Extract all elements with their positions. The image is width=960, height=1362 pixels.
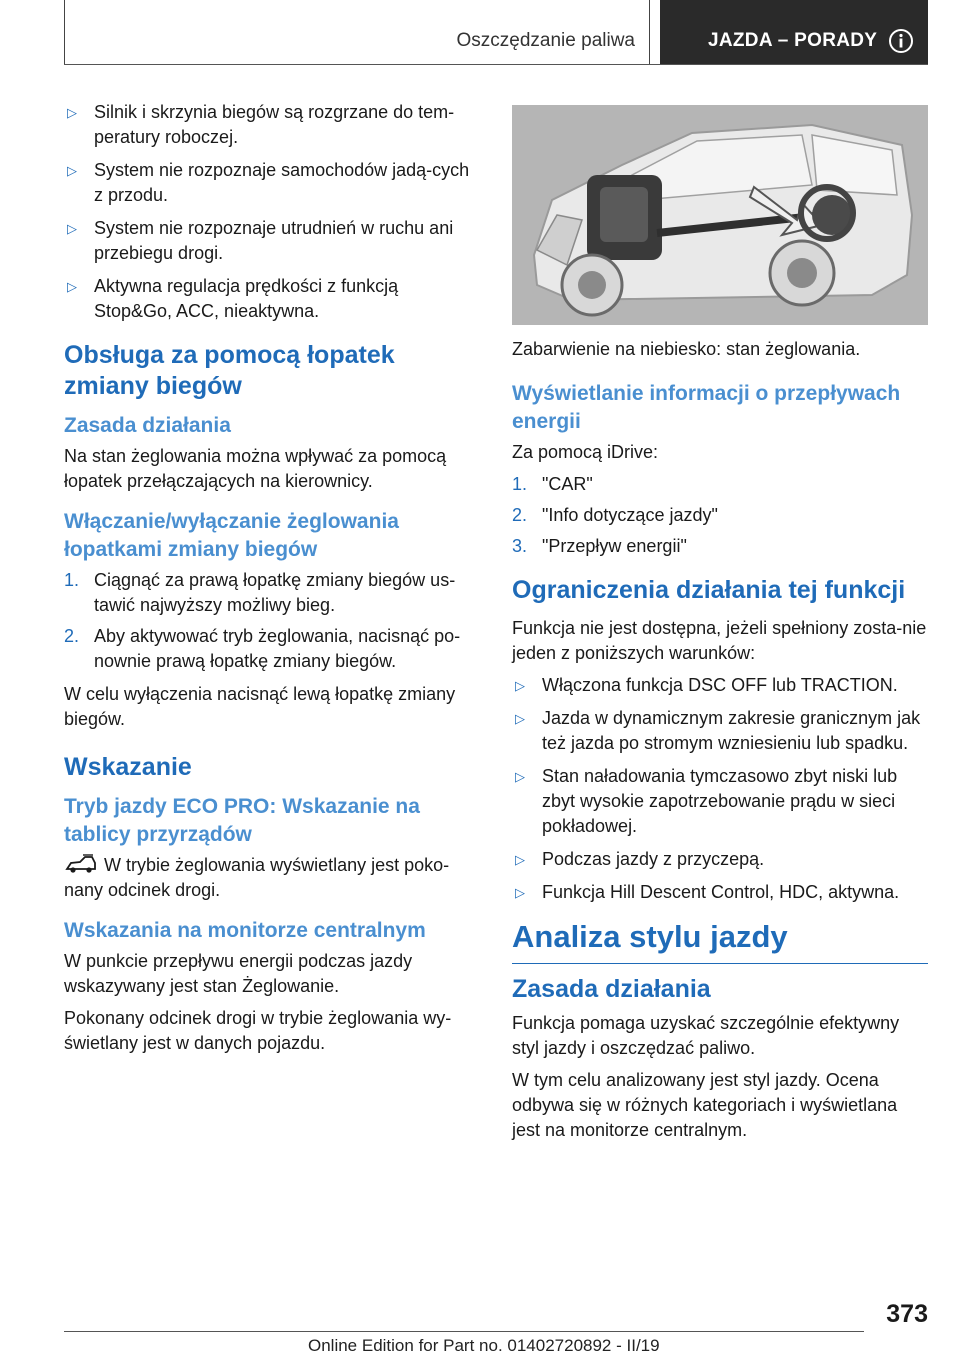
header-section-title: Oszczędzanie paliwa — [456, 30, 635, 51]
list-item: 2. "Info dotyczące jazdy" — [512, 505, 718, 525]
heading-paddle-operation: Obsługa za pomocą łopatek zmiany biegów — [64, 341, 395, 400]
list-item: ▷ Podczas jazdy z przyczepą. — [512, 847, 928, 872]
header-chapter-tab — [660, 0, 928, 64]
paddle-steps — [64, 568, 478, 674]
coasting-car-icon — [64, 854, 98, 874]
right-column — [512, 105, 928, 1150]
paragraph-cid-2: Pokonany odcinek drogi w trybie żeglowania wy-świetlany jest w danych pojazdu. — [64, 1008, 452, 1053]
chapter-title-driving-style: Analiza stylu jazdy — [512, 917, 928, 964]
paragraph-cid-1: W punkcie przepływu energii podczas jazdy wskazywany jest stan Żeglowanie. — [64, 951, 413, 996]
page-number: 373 — [886, 1300, 928, 1328]
paragraph-limitations: Funkcja nie jest dostępna, jeżeli spełniony zosta-nie jeden z poniższych warunków: — [512, 618, 927, 663]
list-item: ▷ System nie rozpoznaje samochodów jadą-cych z przodu. — [67, 160, 470, 205]
conditions-list — [64, 100, 478, 324]
list-item: 3. "Przepływ energii" — [512, 536, 687, 556]
triangle-bullet-icon: ▷ — [67, 163, 77, 178]
paragraph-analysis-2: W tym celu analizowany jest styl jazdy. Ocena odbywa się w różnych kategoriach i wyświetlana jest na monitorze centralnym. — [512, 1070, 898, 1140]
heading-eco-pro: Tryb jazdy ECO PRO: Wskazanie na tablicy przyrządów — [64, 795, 420, 846]
paragraph-idrive: Za pomocą iDrive: — [512, 442, 659, 462]
paragraph-analysis-1: Funkcja pomaga uzyskać szczególnie efektywny styl jazdy i oszczędzać paliwo. — [512, 1013, 900, 1058]
idrive-steps — [512, 472, 928, 559]
list-item: ▷ System nie rozpoznaje utrudnień w ruchu ani przebiegu drogi. — [67, 218, 454, 263]
heading-energy-flow: Wyświetlanie informacji o przepływach energii — [512, 382, 901, 433]
list-item: 2. Aby aktywować tryb żeglowania, nacisnąć po-nownie prawą łopatkę zmiany biegów. — [64, 626, 461, 671]
triangle-bullet-icon: ▷ — [515, 852, 525, 867]
heading-principle-2: Zasada działania — [512, 975, 711, 1003]
triangle-bullet-icon: ▷ — [515, 678, 525, 693]
car-drivetrain-illustration — [512, 105, 928, 325]
triangle-bullet-icon: ▷ — [67, 279, 77, 294]
list-item: 1. Ciągnąć za prawą łopatkę zmiany biegów us-tawić najwyższy możliwy bieg. — [64, 570, 456, 615]
paragraph-deactivate: W celu wyłączenia nacisnąć lewą łopatkę zmiany biegów. — [64, 684, 456, 729]
footer-rule — [64, 1331, 864, 1332]
heading-central-monitor: Wskazania na monitorze centralnym — [64, 919, 426, 942]
list-item: ▷ Włączona funkcja DSC OFF lub TRACTION. — [512, 673, 928, 698]
paragraph-principle: Na stan żeglowania można wpływać za pomocą łopatek przełączających na kierownicy. — [64, 446, 447, 491]
limitations-list — [512, 673, 928, 905]
list-item: 1. "CAR" — [512, 474, 593, 494]
heading-limitations: Ograniczenia działania tej funkcji — [512, 576, 906, 604]
list-item: ▷ Aktywna regulacja prędkości z funkcją Stop&Go, ACC, nieaktywna. — [67, 276, 399, 321]
info-icon — [888, 28, 914, 54]
header-chapter-title: JAZDA – PORADY — [708, 30, 878, 51]
figure-caption: Zabarwienie na niebiesko: stan żeglowania. — [512, 339, 861, 359]
header-section-tab — [64, 0, 650, 65]
footer-edition: Online Edition for Part no. 01402720892 - II/19 — [308, 1336, 660, 1355]
triangle-bullet-icon: ▷ — [67, 221, 77, 236]
list-item: ▷ Stan naładowania tymczasowo zbyt niski lub zbyt wysokie zapotrzebowanie prądu w sieci pokładowej. — [515, 766, 898, 836]
heading-principle: Zasada działania — [64, 414, 231, 437]
car-drivetrain-image — [512, 105, 928, 325]
header-rule — [64, 64, 928, 65]
heading-display: Wskazanie — [64, 753, 192, 781]
triangle-bullet-icon: ▷ — [67, 105, 77, 120]
left-column — [64, 100, 478, 1063]
triangle-bullet-icon: ▷ — [515, 769, 525, 784]
list-item: ▷ Silnik i skrzynia biegów są rozgrzane do tem-peratury roboczej. — [67, 102, 455, 147]
heading-paddle-onoff: Włączanie/wyłączanie żeglowania łopatkami zmiany biegów — [64, 510, 399, 561]
triangle-bullet-icon: ▷ — [515, 885, 525, 900]
triangle-bullet-icon: ▷ — [515, 711, 525, 726]
list-item: ▷ Funkcja Hill Descent Control, HDC, aktywna. — [512, 880, 928, 905]
list-item: ▷ Jazda w dynamicznym zakresie granicznym jak też jazda po stromym wzniesieniu lub spadku. — [515, 708, 921, 753]
paragraph-eco-pro: W trybie żeglowania wyświetlany jest poko-nany odcinek drogi. — [64, 855, 450, 900]
